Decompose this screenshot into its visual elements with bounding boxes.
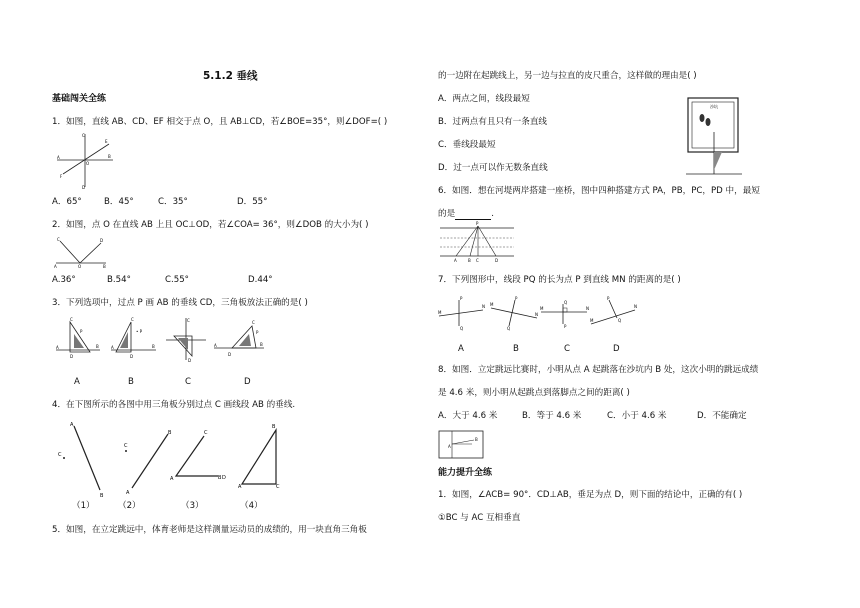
q6-line2-suffix: . xyxy=(491,209,494,219)
question-1-text: 1．如图，直线 AB、CD、EF 相交于点 O，且 AB⊥CD，若∠BOE=35°，则∠DOF=( ) xyxy=(52,117,388,127)
svg-text:P: P xyxy=(80,329,83,334)
q6-line2-prefix: 的是 xyxy=(438,209,456,219)
svg-text:P: P xyxy=(460,296,463,301)
q4-figures xyxy=(58,420,288,500)
question-5-text-line1: 5．如图，在立定跳远中，体育老师是这样测量运动员的成绩的，用一块直角三角板 xyxy=(52,525,367,535)
q4-label-1: （1） xyxy=(72,501,95,511)
svg-text:A: A xyxy=(56,345,59,350)
svg-text:A: A xyxy=(170,476,174,482)
q4-label-4: （4） xyxy=(240,501,263,511)
svg-text:C: C xyxy=(276,484,280,490)
q2-option-b: B.54° xyxy=(107,275,131,285)
q3-label-b: B xyxy=(128,377,134,387)
q1-option-c: C．35° xyxy=(158,197,188,207)
q5-figure xyxy=(686,96,742,178)
q6-answer-blank[interactable] xyxy=(455,210,491,220)
q1-option-d: D．55° xyxy=(237,197,268,207)
q3-label-a: A xyxy=(74,377,80,387)
advanced-question-1-text: 1．如图，∠ACB= 90°．CD⊥AB，垂足为点 D，则下面的结论中，正确的有( ) xyxy=(438,490,743,500)
svg-text:D: D xyxy=(100,238,104,243)
svg-text:B: B xyxy=(260,342,263,347)
question-8-text-line2: 是 4.6 米，则小明从起跳点到落脚点之间的距离( ) xyxy=(438,388,630,398)
svg-text:C: C xyxy=(124,443,128,449)
svg-text:D: D xyxy=(130,354,134,359)
page-title: 5.1.2 垂线 xyxy=(203,70,258,82)
svg-text:A: A xyxy=(448,444,451,449)
q7-label-d: D xyxy=(613,344,620,354)
q5-option-d: D．过一点可以作无数条直线 xyxy=(438,163,548,173)
svg-text:N: N xyxy=(586,306,589,311)
svg-text:D: D xyxy=(82,185,86,190)
q1-figure xyxy=(55,132,115,192)
q3-figures xyxy=(56,318,266,362)
svg-text:B: B xyxy=(103,264,106,269)
q8-option-c: C．小于 4.6 米 xyxy=(607,411,667,421)
svg-text:A: A xyxy=(54,264,57,269)
q1-option-a: A．65° xyxy=(52,197,82,207)
q7-label-a: A xyxy=(458,344,464,354)
svg-text:N: N xyxy=(535,312,538,317)
q3-label-c: C xyxy=(185,377,192,387)
svg-text:O: O xyxy=(78,264,82,269)
q8-option-d: D．不能确定 xyxy=(697,411,747,421)
svg-text:P: P xyxy=(607,296,610,301)
q1-option-b: B．45° xyxy=(104,197,134,207)
section-heading-advanced: 能力提升全练 xyxy=(438,468,493,478)
svg-text:D: D xyxy=(188,358,192,363)
svg-text:M: M xyxy=(540,306,544,311)
svg-text:A: A xyxy=(238,484,242,490)
q4-label-2: （2） xyxy=(118,501,141,511)
svg-text:O: O xyxy=(86,161,90,166)
q7-figures xyxy=(437,296,637,334)
svg-text:C: C xyxy=(131,317,134,322)
q5-sandpit-label: 沙坑 xyxy=(710,104,718,109)
svg-text:B: B xyxy=(152,344,155,349)
svg-text:A: A xyxy=(57,155,60,160)
svg-text:A: A xyxy=(454,258,457,263)
svg-text:N: N xyxy=(634,304,637,309)
svg-text:D: D xyxy=(228,352,232,357)
svg-text:B: B xyxy=(96,344,99,349)
question-7-text: 7．下列图形中，线段 PQ 的长为点 P 到直线 MN 的距离的是( ) xyxy=(438,275,681,285)
q3-label-d: D xyxy=(244,377,251,387)
svg-text:B: B xyxy=(108,154,111,159)
svg-text:P: P xyxy=(564,324,567,329)
svg-text:B: B xyxy=(468,258,471,263)
svg-text:C: C xyxy=(58,452,62,458)
question-6-text-line1: 6．如图．想在河堤两岸搭建一座桥，图中四种搭建方式 PA，PB，PC，PD 中，最短 xyxy=(438,186,760,196)
svg-text:D: D xyxy=(222,475,226,481)
svg-text:B: B xyxy=(218,475,222,481)
svg-text:C: C xyxy=(187,318,190,323)
section-heading-basic: 基础闯关全练 xyxy=(52,94,107,104)
svg-text:C: C xyxy=(252,320,255,325)
svg-text:M: M xyxy=(590,318,594,323)
question-3-text: 3．下列选项中，过点 P 画 AB 的垂线 CD，三角板放法正确的是( ) xyxy=(52,298,308,308)
svg-text:F: F xyxy=(60,174,63,179)
svg-text:C: C xyxy=(82,133,85,138)
q2-option-a: A.36° xyxy=(52,275,76,285)
svg-text:• P: • P xyxy=(136,329,143,334)
q7-label-c: C xyxy=(564,344,571,354)
svg-text:C: C xyxy=(476,258,479,263)
svg-text:C: C xyxy=(204,430,208,436)
question-2-text: 2．如图，点 O 在直线 AB 上且 OC⊥OD，若∠COA= 36°，则∠DOB 的大小为( ) xyxy=(52,220,369,230)
q5-option-a: A．两点之间，线段最短 xyxy=(438,94,530,104)
svg-text:B: B xyxy=(272,424,276,430)
q4-label-3: （3） xyxy=(181,501,204,511)
svg-text:B: B xyxy=(475,437,478,442)
question-6-text-line2 xyxy=(438,209,494,220)
svg-text:Q: Q xyxy=(460,326,464,331)
q2-option-c: C.55° xyxy=(165,275,189,285)
svg-text:B: B xyxy=(100,493,104,499)
svg-text:M: M xyxy=(438,310,442,315)
svg-text:Q: Q xyxy=(564,300,568,305)
svg-text:Q: Q xyxy=(507,326,511,331)
svg-text:B: B xyxy=(168,430,172,436)
question-5-text-line2: 的一边附在起跳线上，另一边与拉直的皮尺重合，这样做的理由是( ) xyxy=(438,71,697,81)
q6-figure xyxy=(440,222,514,264)
svg-text:P: P xyxy=(515,296,518,301)
svg-text:D: D xyxy=(495,258,499,263)
q5-option-c: C．垂线段最短 xyxy=(438,140,496,150)
svg-text:M: M xyxy=(490,302,494,307)
svg-text:P: P xyxy=(256,330,259,335)
q8-figure xyxy=(438,430,486,460)
question-8-text-line1: 8．如图．立定跳远比赛时，小明从点 A 起跳落在沙坑内 B 处，这次小明的跳远成绩 xyxy=(438,365,759,375)
q2-figure xyxy=(54,235,109,269)
svg-text:Q: Q xyxy=(618,318,622,323)
svg-text:D: D xyxy=(70,354,74,359)
svg-text:E: E xyxy=(105,139,108,144)
svg-text:P: P xyxy=(476,221,479,226)
svg-text:C: C xyxy=(70,317,73,322)
advanced-question-1-item-1: ①BC 与 AC 互相垂直 xyxy=(438,513,521,523)
q8-option-a: A．大于 4.6 米 xyxy=(438,411,498,421)
q5-option-b: B．过两点有且只有一条直线 xyxy=(438,117,548,127)
question-4-text: 4．在下图所示的各图中用三角板分别过点 C 画线段 AB 的垂线. xyxy=(52,400,296,410)
svg-text:C: C xyxy=(57,237,60,242)
q2-option-d: D.44° xyxy=(248,275,273,285)
svg-text:A: A xyxy=(70,422,74,428)
q8-option-b: B．等于 4.6 米 xyxy=(522,411,582,421)
svg-text:A: A xyxy=(126,490,130,496)
svg-text:N: N xyxy=(482,304,485,309)
svg-text:A: A xyxy=(214,343,217,348)
q7-label-b: B xyxy=(513,344,519,354)
svg-text:A: A xyxy=(111,345,114,350)
